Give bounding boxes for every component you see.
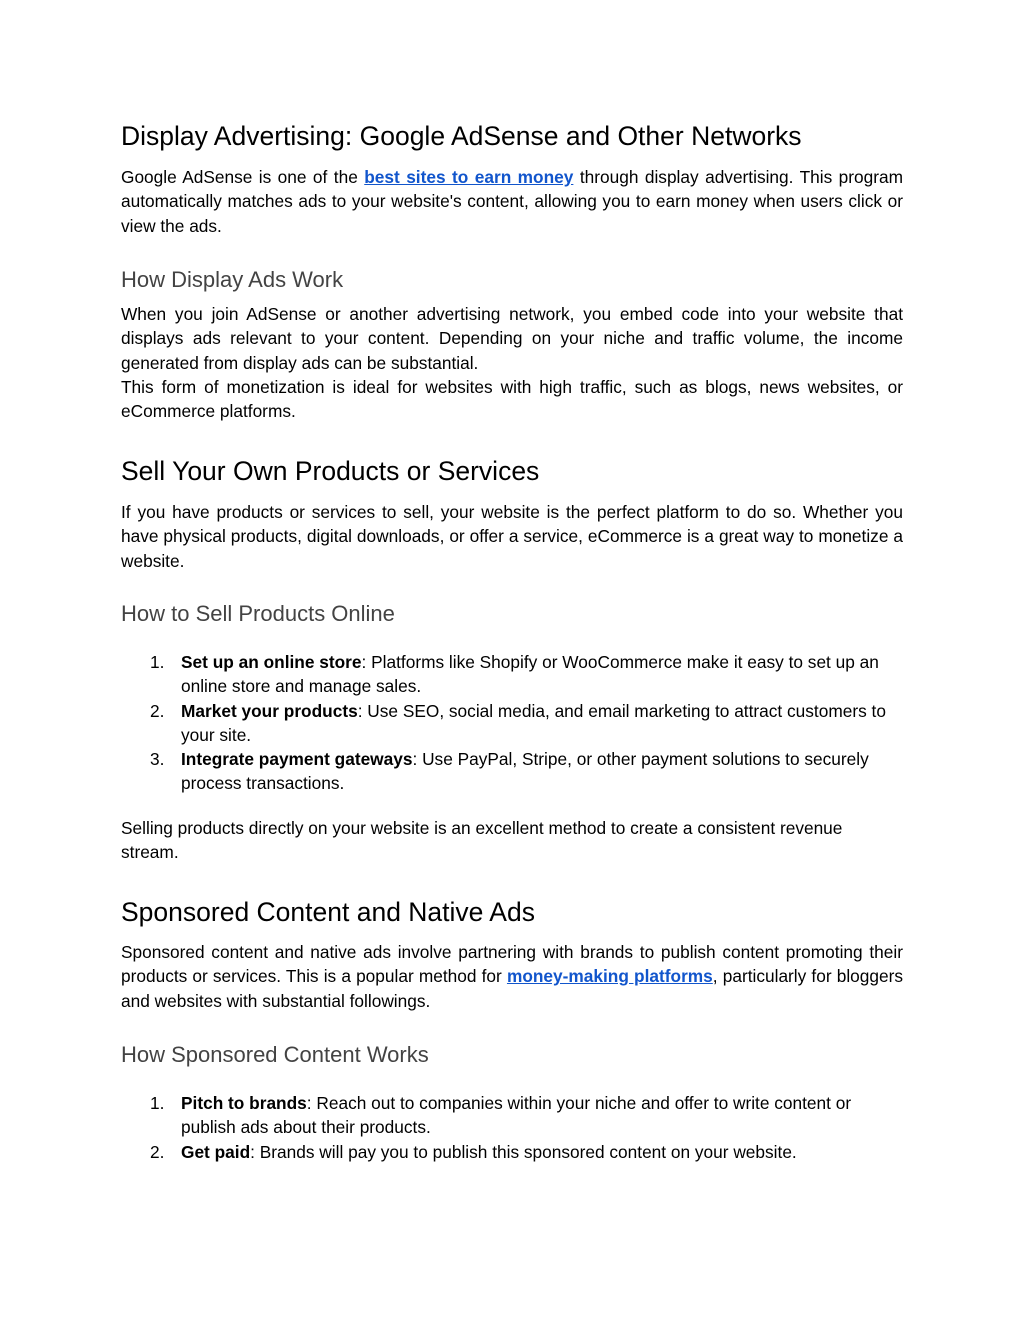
display-intro-text-after: through display advertising. This program automatically matches ads to your website's content, allowing you to earn money when users click or view the ads. — [121, 167, 903, 236]
display-intro-paragraph — [121, 165, 903, 238]
list-item-text: : Use PayPal, Stripe, or other payment solutions to securely process transactions. — [181, 749, 869, 794]
sell-steps-list — [121, 650, 903, 796]
list-number: 2. — [150, 1141, 165, 1162]
list-item-title: Set up an online store — [181, 652, 362, 672]
list-item-text: : Platforms like Shopify or WooCommerce make it easy to set up an online store and manage sales. — [181, 652, 879, 697]
sell-closing-paragraph: Selling products directly on your website is an excellent method to create a consistent revenue stream. — [121, 818, 843, 863]
list-item — [121, 1140, 903, 1164]
subheading-how-to-sell: How to Sell Products Online — [121, 601, 395, 626]
subheading-how-sponsored-works: How Sponsored Content Works — [121, 1042, 429, 1067]
sponsored-intro-text-before: Sponsored content and native ads involve partnering with brands to publish content promoting their products or services. This is a popular method for — [121, 942, 903, 987]
list-item — [121, 1091, 903, 1140]
list-item-title: Get paid — [181, 1141, 251, 1162]
list-item-title: Pitch to brands — [181, 1093, 307, 1113]
sponsored-intro-paragraph — [121, 940, 903, 1013]
heading-sell-products: Sell Your Own Products or Services — [121, 456, 540, 486]
list-item-title: Market your products — [181, 700, 358, 721]
display-ads-paragraph-1: When you join AdSense or another advertising network, you embed code into your website that displays ads relevant to your content. Depending on your niche and traffic volume, the income generated from display ads can be substantial. — [121, 304, 903, 373]
list-item — [121, 747, 903, 796]
sponsored-steps-list — [121, 1091, 903, 1164]
list-number: 2. — [150, 700, 165, 721]
best-sites-link[interactable]: best sites to earn money — [364, 167, 574, 187]
list-item-text: : Reach out to companies within your niche and offer to write content or publish ads about their products. — [181, 1093, 852, 1138]
money-making-platforms-link[interactable]: money-making platforms — [506, 966, 713, 987]
sell-intro-paragraph: If you have products or services to sell, your website is the perfect platform to do so. Whether you have physical products, digital downloads, or offer a service, eCommerce is a great way to monetize a website. — [121, 502, 903, 571]
heading-sponsored-content: Sponsored Content and Native Ads — [121, 897, 535, 927]
list-item — [121, 699, 903, 748]
list-number: 3. — [150, 749, 165, 770]
subheading-how-display-ads-work: How Display Ads Work — [121, 267, 344, 292]
list-number: 1. — [150, 1093, 165, 1113]
list-item — [121, 650, 903, 699]
list-item-text: : Use SEO, social media, and email marketing to attract customers to your site. — [181, 700, 886, 745]
heading-display-advertising: Display Advertising: Google AdSense and Other Networks — [121, 121, 802, 151]
list-item-text: : Brands will pay you to publish this sponsored content on your website. — [250, 1141, 797, 1162]
list-item-title: Integrate payment gateways — [181, 749, 413, 770]
display-ads-paragraph-2: This form of monetization is ideal for websites with high traffic, such as blogs, news websites, or eCommerce platforms. — [121, 377, 903, 422]
list-number: 1. — [150, 652, 165, 672]
display-intro-text-before: Google AdSense is one of the — [121, 167, 365, 187]
sponsored-intro-text-after: , particularly for bloggers and websites with substantial followings. — [121, 966, 904, 1011]
